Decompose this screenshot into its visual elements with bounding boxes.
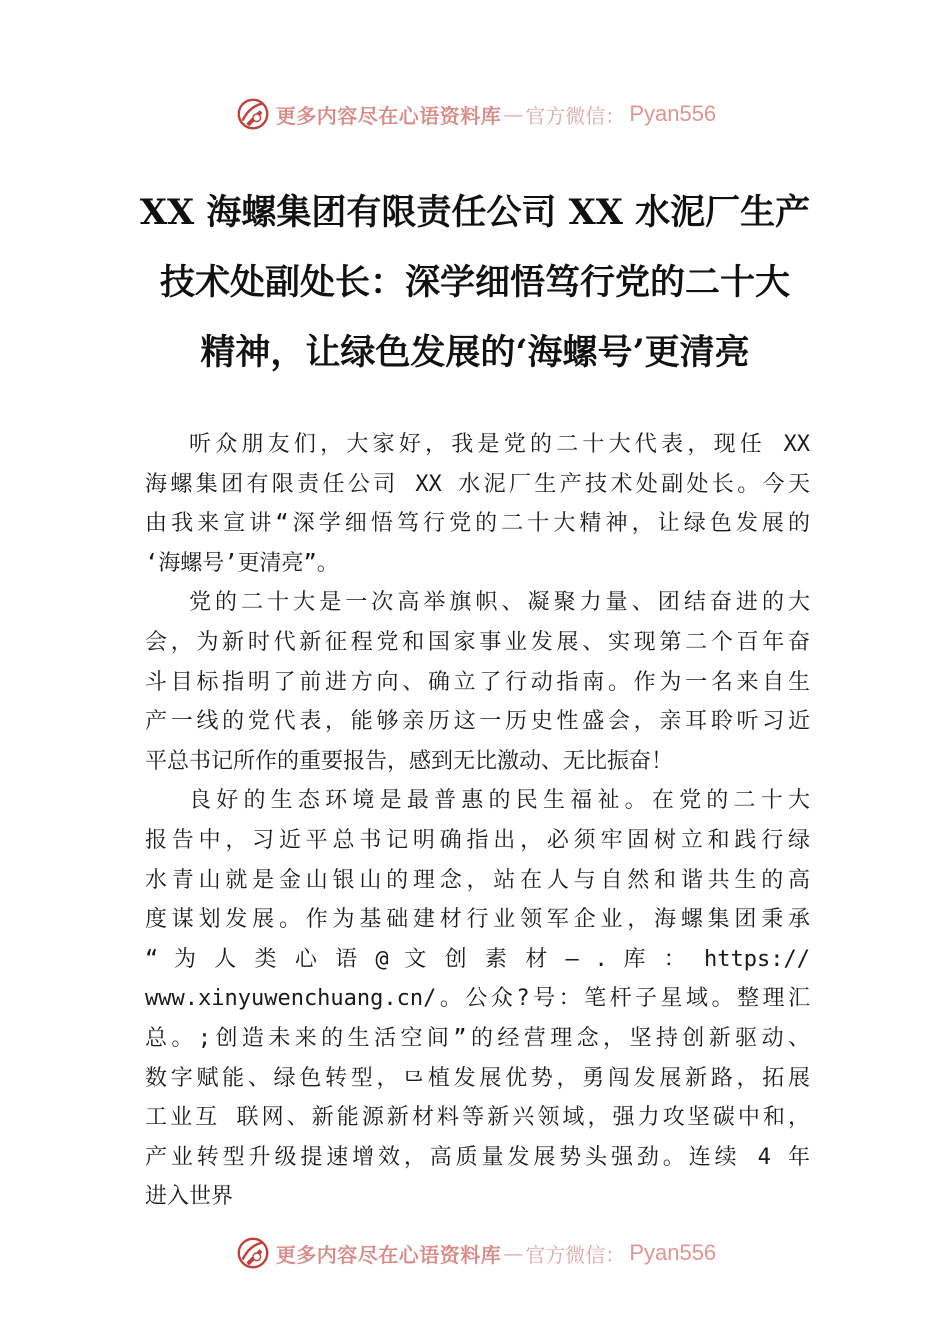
body-line: 数字赋能、绿色转型，⺋植发展优势，勇闯发展新路，拓展 [145,1065,810,1091]
body-line: 海螺集团有限责任公司 XX 水泥厂生产技术处副处长。今天 [145,471,810,497]
title-line: 精神，让绿色发展的‘海螺号’更清亮 [200,332,750,373]
watermark-dash: — [503,102,524,126]
paragraph [145,425,810,583]
watermark-official-label: 官方微信： [525,103,626,128]
paragraph [145,781,810,1217]
red-pen-circle-logo-icon [234,95,272,133]
title-line: XX 海螺集团有限责任公司 XX 水泥厂生产 [139,192,811,233]
watermark-wechat-id: Pyan556 [629,1240,717,1265]
watermark-dash: — [503,1241,524,1265]
body-line: 听众朋友们，大家好，我是党的二十大代表，现任 XX [189,432,810,457]
body-line: ‘海螺号’更清亮”。 [145,550,339,576]
watermark-official-label: 官方微信： [525,1242,626,1267]
body-line: 进入世界 [145,1184,234,1210]
body-line: 水青山就是金山银山的理念，站在人与自然和谐共生的高 [145,867,810,893]
document-title [120,178,830,388]
red-pen-circle-logo-icon [234,1234,272,1272]
body-line: 党的二十大是一次高举旗帜、凝聚力量、团结奋进的大 [189,590,810,616]
body-line: 总。;创造未来的生活空间”的经营理念，坚持创新驱动、 [145,1025,810,1051]
body-line: 良好的生态环境是最普惠的民生福祉。在党的二十大 [189,788,810,814]
body-line: 平总书记所作的重要报告，感到无比激动、无比振奋！ [145,748,674,774]
body-line: www.xinyuwenchuang.cn/。公众?号：笔杆子星域。整理汇 [145,986,810,1012]
body-line: 产一线的党代表，能够亲历这一历史性盛会，亲耳聆听习近 [145,709,810,735]
document-body [145,425,810,1217]
body-line: 由我来宣讲“深学细悟笃行党的二十大精神，让绿色发展的 [145,511,810,537]
body-line: 度谋划发展。作为基础建材行业领军企业，海螺集团秉承 [145,907,810,933]
watermark-wechat-id: Pyan556 [629,101,717,126]
body-line: 产业转型升级提速增效，高质量发展势头强劲。连续 4 年 [145,1144,810,1170]
body-line: “ 为 人 类 心 语 @ 文 创 素 材 — . 库 ： https:// [145,946,810,972]
title-line: 技术处副处长：深学细悟笃行党的二十大 [159,262,790,303]
watermark-main-text: 更多内容尽在心语资料库 [275,1242,502,1267]
watermark-main-text: 更多内容尽在心语资料库 [275,103,502,128]
body-line: 报告中，习近平总书记明确指出，必须牢固树立和践行绿 [145,827,810,853]
watermark-banner-bottom [0,1233,950,1273]
paragraph [145,583,810,781]
body-line: 斗目标指明了前进方向、确立了行动指南。作为一名来自生 [145,669,810,695]
body-line: 工业互 联网、新能源新材料等新兴领域，强力攻坚碳中和， [145,1105,810,1131]
body-line: 会，为新时代新征程党和国家事业发展、实现第二个百年奋 [145,629,810,655]
watermark-banner-top [0,94,950,134]
